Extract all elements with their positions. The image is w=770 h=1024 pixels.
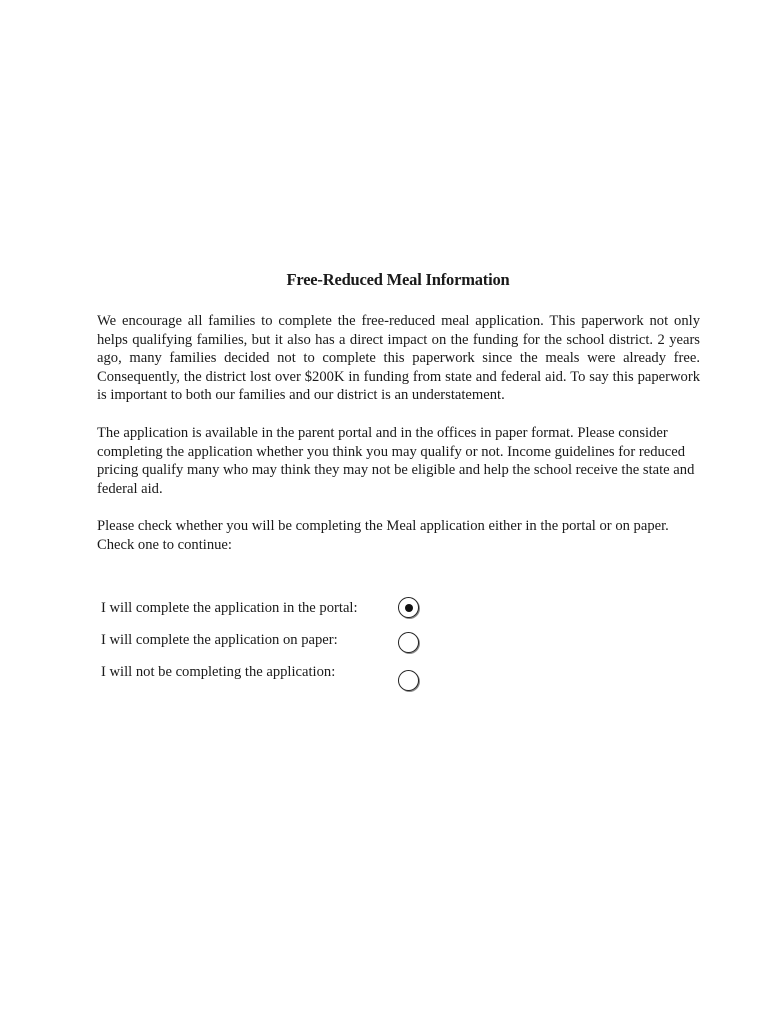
radio-paper[interactable] bbox=[398, 632, 419, 653]
option-label-paper: I will complete the application on paper: bbox=[101, 632, 338, 648]
radio-selected-dot bbox=[405, 604, 413, 612]
instruction-paragraph: Please check whether you will be completing the Meal application either in the portal or on paper. Check one to continue: bbox=[97, 518, 669, 553]
option-label-portal: I will complete the application in the portal: bbox=[101, 600, 358, 616]
intro-paragraph: We encourage all families to complete the free-reduced meal application. This paperwork not only helps qualifying families, but it also has a direct impact on the funding for the school district. 2 years ago, many families decided not to complete this paperwork since the meals were already free. Consequently, the district lost over $200K in funding from state and federal aid. To say this paperwork is important to both our families and our district is an understatement. bbox=[97, 313, 700, 404]
option-label-not-completing: I will not be completing the application: bbox=[101, 664, 336, 680]
availability-paragraph: The application is available in the parent portal and in the offices in paper format. Please consider completing the application whether you think you may qualify or not. Income guidelines for reduced pricing qualify many who may think they may not be eligible and help the school receive the state and federal aid. bbox=[97, 425, 695, 497]
page-title: Free-Reduced Meal Information bbox=[286, 270, 510, 289]
radio-portal[interactable] bbox=[398, 597, 419, 618]
radio-not-completing[interactable] bbox=[398, 670, 419, 691]
